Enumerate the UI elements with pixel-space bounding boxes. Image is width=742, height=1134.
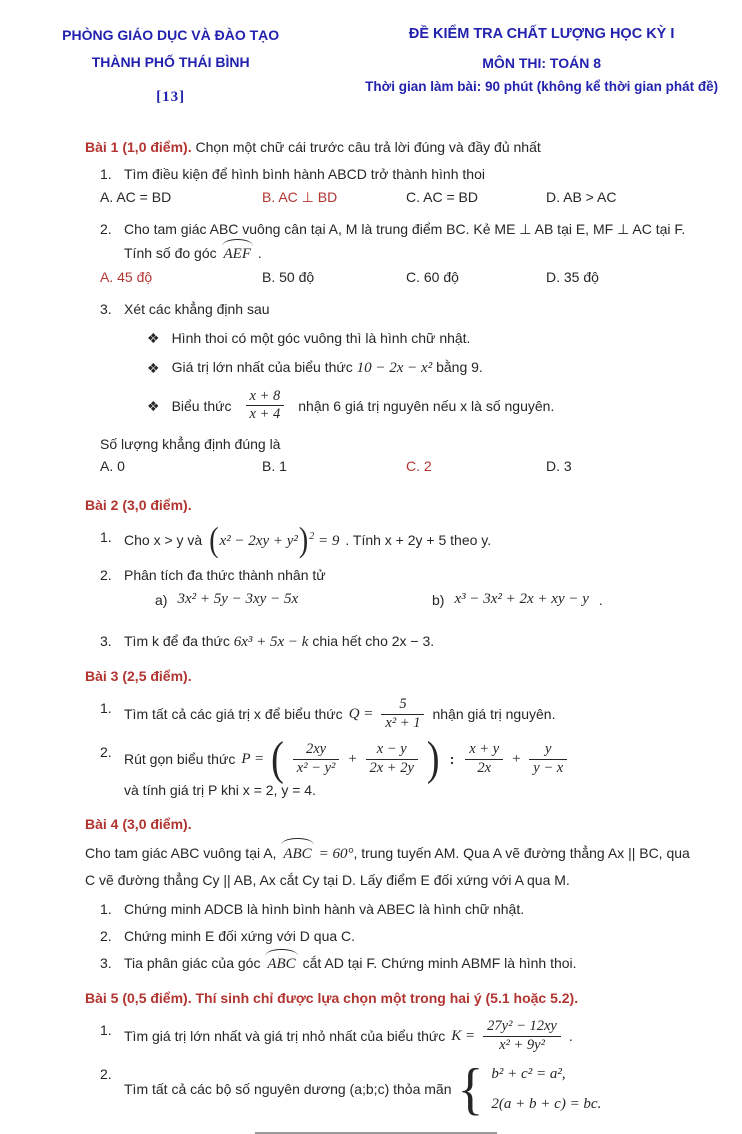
- bai1-q3-statement-3: ❖ Biểu thức $\frac{x + 8}{x + 4}$ nhận 6 giá trị nguyên nếu x là số nguyên.: [147, 388, 555, 423]
- fraction: $\frac{2xy}{\text{x² − y²}}$: [293, 741, 340, 777]
- option-c: C. 60 độ: [406, 269, 459, 285]
- question-text: Phân tích đa thức thành nhân tử: [124, 567, 326, 584]
- fraction: $\frac{y}{y - x}$: [529, 741, 567, 777]
- left-paren: (: [271, 732, 284, 786]
- diamond-bullet-icon: ❖: [147, 330, 160, 346]
- bai1-q2-options: [85, 269, 694, 294]
- angle-abc: ABC: [264, 952, 298, 976]
- bai3-heading: [85, 664, 694, 688]
- expression: x³ − 3x² + 2x + xy − y: [454, 591, 589, 608]
- bai1-q1-options: [85, 189, 694, 214]
- diamond-bullet-icon: ❖: [147, 359, 160, 376]
- question-number: 1.: [100, 700, 112, 717]
- question-text: Chứng minh E đối xứng với D qua C.: [124, 928, 356, 945]
- question-number: 1.: [100, 166, 112, 182]
- system-brace: {: [457, 1057, 484, 1121]
- question-text: Tìm điều kiện để hình bình hành ABCD trở thành hình thoi: [124, 166, 485, 182]
- question-number: 3.: [100, 301, 112, 317]
- bai2-heading: [85, 493, 694, 517]
- bai2-q2: [85, 563, 694, 587]
- fraction: $\frac{\text{27y² − 12xy}}{\text{x² + 9y²}}$: [483, 1018, 561, 1054]
- option-b: B. 1: [262, 457, 287, 474]
- bai3-q1: [85, 696, 694, 732]
- bai4-q2: [85, 924, 694, 948]
- question-text: Chứng minh ADCB là hình bình hành và ABEC là hình chữ nhật.: [124, 901, 525, 918]
- bai1-q3-statement-2: ❖ Giá trị lớn nhất của biểu thức 10 − 2x − x² bằng 9.: [85, 355, 694, 380]
- option-c: C. 2: [406, 457, 432, 474]
- angle-abc: ABC: [280, 841, 314, 867]
- part-b: b) x³ − 3x² + 2x + xy − y .: [432, 591, 603, 608]
- option-c: C. AC = BD: [406, 189, 478, 205]
- bai1-instruction: Chọn một chữ cái trước câu trả lời đúng và đầy đủ nhất: [195, 139, 541, 155]
- bai2-q1: [85, 521, 694, 561]
- bai5-heading: [85, 986, 694, 1010]
- question-text: Tìm giá trị lớn nhất và giá trị nhỏ nhất của biểu thức K = $\frac{\text{27y² − 12xy}}{\text{x² + 9y²}}$ .: [124, 1018, 573, 1053]
- bai5-title: Bài 5 (0,5 điểm).: [85, 990, 192, 1007]
- option-d: D. 3: [546, 457, 572, 474]
- question-text: Tìm tất cả các giá trị x để biểu thức Q = $\frac{5}{\text{x² + 1}}$ nhận giá trị nguyên.: [124, 696, 556, 731]
- plus-operator: +: [511, 751, 522, 768]
- bai4-q1: [85, 897, 694, 921]
- question-number: 1.: [100, 1022, 112, 1039]
- expression: 10 − 2x − x²: [356, 360, 433, 376]
- fraction: $\frac{x + 8}{x + 4}$: [246, 388, 285, 424]
- question-number: 1.: [100, 528, 112, 545]
- option-a: A. AC = BD: [100, 189, 172, 205]
- diamond-bullet-icon: ❖: [147, 397, 160, 414]
- header: [0, 0, 742, 111]
- question-number: 3.: [100, 633, 112, 650]
- question-text: Xét các khẳng định sau: [124, 301, 270, 317]
- question-text: Tìm k để đa thức 6x³ + 5x − k chia hết cho 2x − 3.: [124, 633, 435, 651]
- bai5-q1: [85, 1018, 694, 1054]
- question-number: 2.: [100, 567, 112, 584]
- division-colon: :: [449, 751, 455, 768]
- bai4-q3: [85, 951, 694, 976]
- fraction: $\frac{x + y}{2x}$: [465, 741, 503, 777]
- expression: 3x² + 5y − 3xy − 5x: [177, 591, 299, 608]
- question-text: Cho x > y và $(x^2 - 2xy + y^2)^2 = 9$ . Tính x + 2y + 5 theo y.: [124, 521, 492, 561]
- bai1-q3: [85, 297, 694, 321]
- exam-title: ĐỀ KIỂM TRA CHẤT LƯỢNG HỌC KỲ I: [408, 26, 675, 42]
- bai5-q2: [85, 1057, 694, 1121]
- bai1-heading: [85, 135, 694, 159]
- fraction: $\frac{5}{\text{x² + 1}}$: [381, 696, 424, 732]
- bai1-q3-statement-1: ❖ Hình thoi có một góc vuông thì là hình chữ nhật.: [85, 326, 694, 350]
- exam-code: [13]: [156, 89, 186, 105]
- bai2-title: Bài 2 (3,0 điểm).: [85, 496, 192, 513]
- option-d: D. 35 độ: [546, 269, 599, 285]
- bai5-instruction: Thí sinh chỉ được lựa chọn một trong hai ý (5.1 hoặc 5.2).: [195, 990, 579, 1007]
- question-text: Cho tam giác ABC vuông cân tại A, M là trung điểm BC. Kẻ ME ⊥ AB tại E, MF ⊥ AC tại F. Tính số đo góc AEF .: [124, 217, 694, 266]
- question-number: 2.: [100, 928, 112, 945]
- right-paren: ): [426, 732, 440, 786]
- dept-line: PHÒNG GIÁO DỤC VÀ ĐÀO TẠO: [62, 27, 280, 43]
- equation-2: 2(a + b + c) = bc.: [491, 1095, 602, 1112]
- option-a: A. 0: [100, 457, 125, 474]
- part-a: a) 3x² + 5y − 3xy − 5x: [155, 591, 299, 608]
- equation-system: [491, 1062, 601, 1116]
- question-number: 2.: [100, 221, 112, 237]
- bai1-title: Bài 1 (1,0 điểm).: [85, 139, 192, 155]
- bai4-title: Bài 4 (3,0 điểm).: [85, 816, 192, 833]
- expression: $(x^2 - 2xy + y^2)^2 = 9$: [209, 521, 340, 561]
- question-text: Tia phân giác của góc ABC cắt AD tại F. Chứng minh ABMF là hình thoi.: [124, 951, 694, 976]
- bai1-q1: [85, 162, 694, 186]
- header-right: [341, 22, 742, 111]
- bai4-intro: Cho tam giác ABC vuông tại A, ABC = 60°, trung tuyến AM. Qua A vẽ đường thẳng Ax || BC, qua C vẽ đường thẳng Cy || AB, Ax cắt Cy tại D. Lấy điểm E đối xứng với A qua M.: [85, 840, 694, 893]
- bai3-title: Bài 3 (2,5 điểm).: [85, 668, 192, 685]
- question-number: 2.: [100, 744, 112, 761]
- expression: 6x³ + 5x − k: [233, 634, 309, 651]
- option-b: B. AC ⊥ BD: [262, 189, 338, 205]
- header-left: [0, 22, 341, 111]
- question-number: 3.: [100, 955, 112, 972]
- subject-line: MÔN THI: TOÁN 8: [482, 55, 602, 71]
- question-text: Rút gọn biểu thức P = ( $\frac{2xy}{\text{x² − y²}}$ + $\frac{x - y}{2x + 2y}$ ) : $\frac{x + y}{2x}$ + $\frac{y}{y - x}$ và tính giá trị P khi x = 2, y = 4.: [124, 740, 694, 802]
- bai3-q2: [85, 732, 694, 802]
- bai2-q3: [85, 629, 694, 654]
- bai1-q2: [85, 217, 694, 266]
- angle-aef: AEF: [221, 242, 255, 266]
- bai1-q3-closing: Số lượng khẳng định đúng là: [100, 435, 281, 452]
- question-text: Tìm tất cả các bộ số nguyên dương (a;b;c) thỏa mãn { b² + c² = a², 2(a + b + c) = bc.: [124, 1057, 602, 1121]
- plus-operator: +: [347, 751, 358, 768]
- question-number: 1.: [100, 901, 112, 918]
- question-number: 2.: [100, 1065, 112, 1082]
- duration-line: Thời gian làm bài: 90 phút (không kể thời gian phát đề): [365, 79, 719, 94]
- option-a: A. 45 độ: [100, 269, 153, 285]
- exam-body: [0, 135, 742, 1134]
- bai1-q3-options: [85, 458, 694, 483]
- option-b: B. 50 độ: [262, 269, 315, 285]
- city-line: THÀNH PHỐ THÁI BÌNH: [91, 54, 250, 70]
- bai2-q2-parts: [85, 591, 694, 625]
- option-d: D. AB > AC: [546, 189, 617, 205]
- fraction: $\frac{x - y}{2x + 2y}$: [366, 741, 418, 777]
- bai4-heading: [85, 812, 694, 836]
- equation-1: b² + c² = a²,: [491, 1065, 566, 1082]
